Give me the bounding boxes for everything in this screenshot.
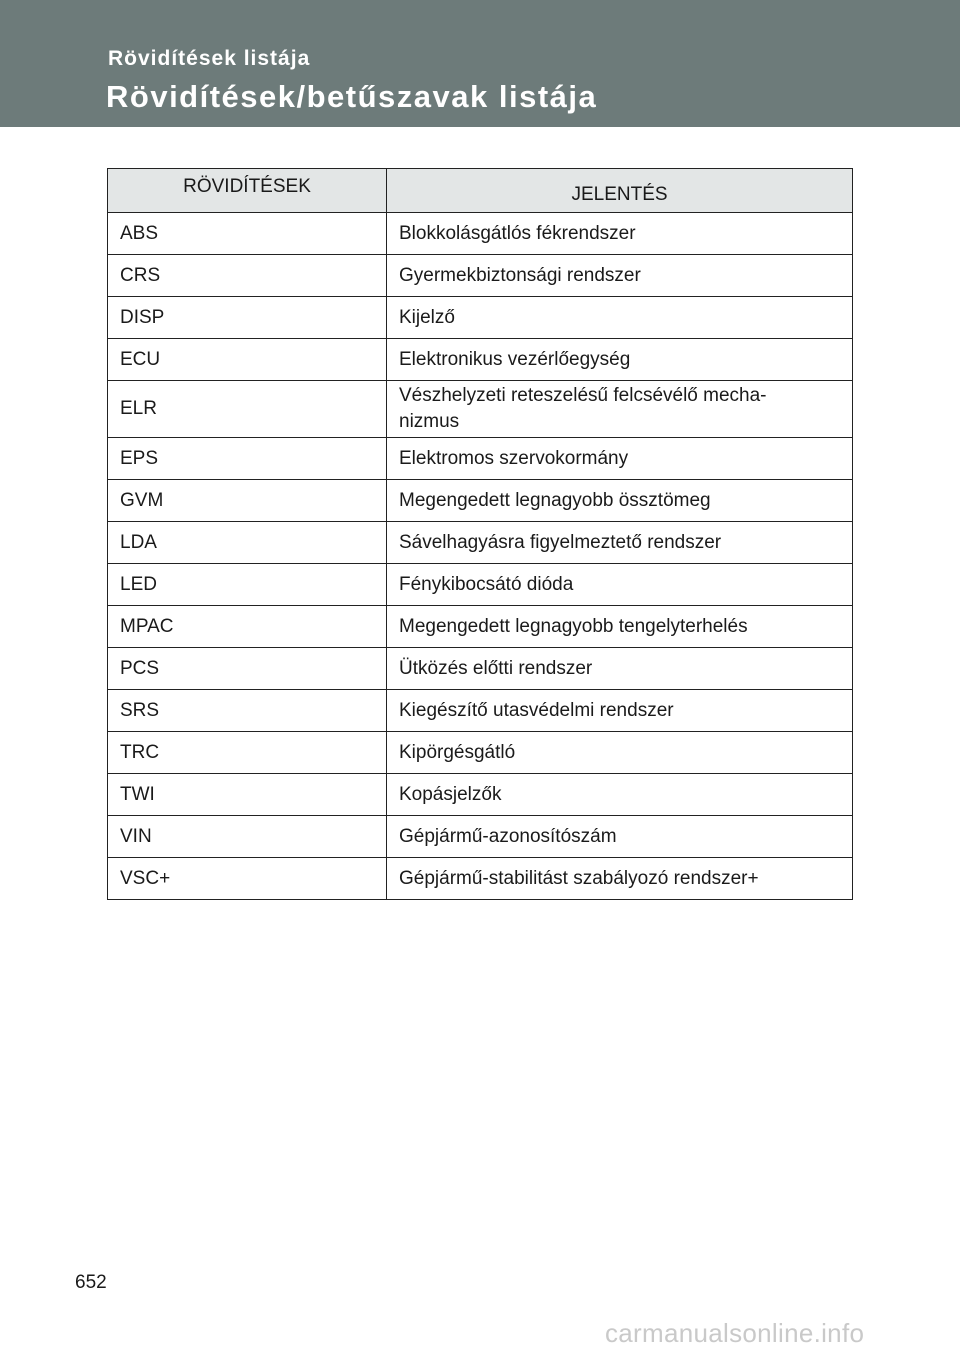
table-row: [108, 564, 853, 606]
table-row: [108, 255, 853, 297]
meaning-cell: Fénykibocsátó dióda: [387, 564, 853, 606]
table-row: [108, 858, 853, 900]
table-row: [108, 480, 853, 522]
meaning-cell: Megengedett legnagyobb össztömeg: [387, 480, 853, 522]
meaning-cell: Kipörgésgátló: [387, 732, 853, 774]
abbreviation-cell: TRC: [108, 732, 387, 774]
table-row: [108, 606, 853, 648]
section-label: Rövidítések listája: [108, 47, 311, 70]
meaning-cell: Elektronikus vezérlőegység: [387, 339, 853, 381]
meaning-cell: Ütközés előtti rendszer: [387, 648, 853, 690]
abbreviation-cell: LED: [108, 564, 387, 606]
table-row: [108, 381, 853, 438]
table-row: [108, 774, 853, 816]
abbreviation-cell: LDA: [108, 522, 387, 564]
meaning-cell: Gépjármű-stabilitást szabályozó rendszer+: [387, 858, 853, 900]
header-band: [0, 0, 960, 127]
column-header-abbreviation: RÖVIDÍTÉSEK: [108, 169, 387, 213]
abbreviation-cell: ECU: [108, 339, 387, 381]
table-row: [108, 522, 853, 564]
table-row: [108, 732, 853, 774]
abbreviation-cell: GVM: [108, 480, 387, 522]
meaning-cell: Megengedett legnagyobb tengelyterhelés: [387, 606, 853, 648]
abbreviation-cell: CRS: [108, 255, 387, 297]
meaning-cell: Gyermekbiztonsági rendszer: [387, 255, 853, 297]
table-row: [108, 297, 853, 339]
meaning-cell: Kiegészítő utasvédelmi rendszer: [387, 690, 853, 732]
table-row: [108, 213, 853, 255]
table-row: [108, 816, 853, 858]
meaning-cell: Sávelhagyásra figyelmeztető rendszer: [387, 522, 853, 564]
table-row: [108, 339, 853, 381]
abbreviation-cell: EPS: [108, 438, 387, 480]
abbreviation-cell: DISP: [108, 297, 387, 339]
abbreviation-cell: PCS: [108, 648, 387, 690]
meaning-cell: Vészhelyzeti reteszelésű felcsévélő mecha- nizmus: [387, 381, 853, 438]
column-header-meaning: JELENTÉS: [387, 169, 853, 213]
abbreviation-cell: SRS: [108, 690, 387, 732]
watermark: carmanualsonline.info: [605, 1318, 865, 1348]
abbreviation-cell: TWI: [108, 774, 387, 816]
meaning-cell: Gépjármű-azonosítószám: [387, 816, 853, 858]
abbreviations-table: [107, 168, 853, 900]
meaning-cell: Kijelző: [387, 297, 853, 339]
table-row: [108, 438, 853, 480]
table-body: [108, 213, 853, 900]
abbreviation-cell: ELR: [108, 381, 387, 438]
page-title: Rövidítések/betűszavak listája: [106, 79, 598, 114]
abbreviation-cell: ABS: [108, 213, 387, 255]
abbreviation-cell: VIN: [108, 816, 387, 858]
meaning-cell: Kopásjelzők: [387, 774, 853, 816]
meaning-cell: Blokkolásgátlós fékrendszer: [387, 213, 853, 255]
table-row: [108, 648, 853, 690]
abbreviation-cell: MPAC: [108, 606, 387, 648]
page-number: 652: [75, 1272, 107, 1293]
table-row: [108, 690, 853, 732]
abbreviation-cell: VSC+: [108, 858, 387, 900]
table-header-row: [108, 169, 853, 213]
meaning-cell: Elektromos szervokormány: [387, 438, 853, 480]
